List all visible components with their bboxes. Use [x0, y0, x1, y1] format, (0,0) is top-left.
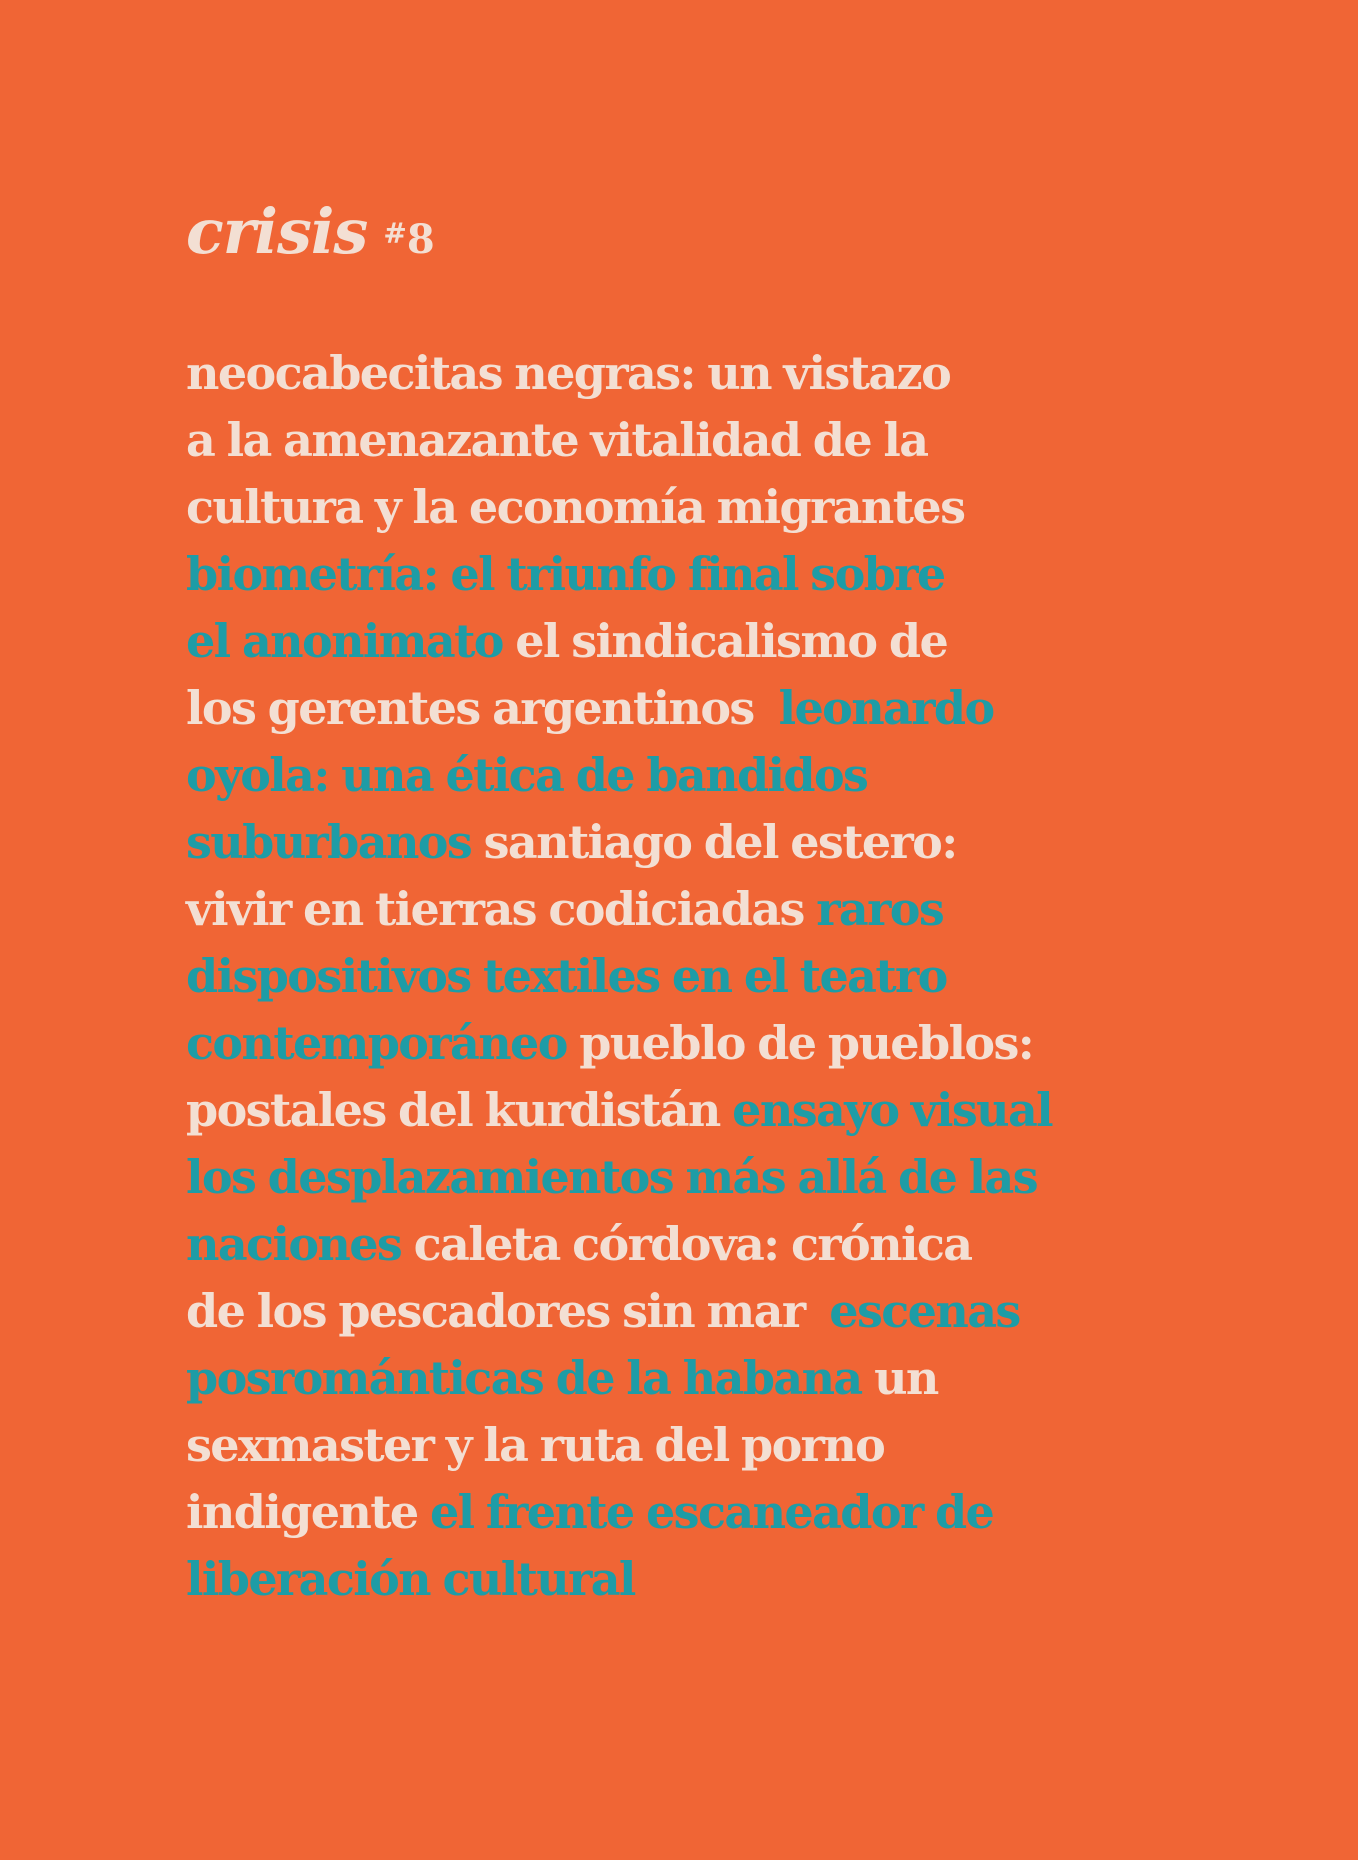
- headline-cream: caleta córdova: crónica: [401, 1217, 972, 1271]
- headline-teal: leonardo: [766, 681, 994, 735]
- headline-teal: naciones: [186, 1217, 402, 1271]
- contents-line: [186, 340, 1186, 407]
- contents-line: [186, 1546, 1186, 1613]
- headline-teal: dispositivos textiles en el teatro: [186, 949, 947, 1003]
- headline-cream: el sindicalismo de: [502, 614, 948, 668]
- headline-teal: ensayo visual: [719, 1083, 1053, 1137]
- contents-line: [186, 1077, 1186, 1144]
- headline-teal: el frente escaneador de: [417, 1485, 994, 1539]
- headline-cream: indigente: [186, 1485, 418, 1539]
- headline-teal: escenas: [816, 1284, 1020, 1338]
- issue-number: [383, 216, 434, 263]
- contents-line: [186, 809, 1186, 876]
- issue-hash: #: [383, 217, 407, 250]
- contents-line: [186, 675, 1186, 742]
- headline-teal: biometría: el triunfo final sobre: [186, 547, 945, 601]
- headline-cream: a la amenazante vitalidad de la: [186, 413, 928, 467]
- headline-teal: el anonimato: [186, 614, 503, 668]
- headline-cream: los gerentes argentinos: [186, 681, 767, 735]
- contents-line: [186, 1345, 1186, 1412]
- contents-line: [186, 1010, 1186, 1077]
- contents-line: [186, 1412, 1186, 1479]
- table-of-contents: [186, 340, 1186, 1613]
- contents-line: [186, 1278, 1186, 1345]
- headline-teal: los desplazamientos más allá de las: [186, 1150, 1038, 1204]
- contents-line: [186, 608, 1186, 675]
- magazine-title: crisis: [186, 195, 368, 268]
- headline-teal: posrománticas de la habana: [186, 1351, 862, 1405]
- contents-line: [186, 943, 1186, 1010]
- headline-teal: suburbanos: [186, 815, 472, 869]
- contents-line: [186, 876, 1186, 943]
- headline-cream: vivir en tierras codiciadas: [186, 882, 804, 936]
- contents-line: [186, 541, 1186, 608]
- issue-number-value: 8: [406, 216, 435, 263]
- headline-teal: raros: [803, 882, 944, 936]
- headline-teal: contemporáneo: [186, 1016, 567, 1070]
- headline-cream: un: [861, 1351, 938, 1405]
- headline-cream: de los pescadores sin mar: [186, 1284, 817, 1338]
- contents-line: [186, 474, 1186, 541]
- headline-cream: cultura y la economía migrantes: [186, 480, 965, 534]
- contents-line: [186, 1479, 1186, 1546]
- headline-cream: sexmaster y la ruta del porno: [186, 1418, 885, 1472]
- headline-cream: santiago del estero:: [471, 815, 957, 869]
- contents-line: [186, 1211, 1186, 1278]
- masthead: [186, 195, 435, 285]
- headline-cream: pueblo de pueblos:: [566, 1016, 1034, 1070]
- headline-teal: oyola: una ética de bandidos: [186, 748, 868, 802]
- contents-line: [186, 1144, 1186, 1211]
- headline-teal: liberación cultural: [186, 1552, 635, 1606]
- headline-cream: neocabecitas negras: un vistazo: [186, 346, 951, 400]
- contents-line: [186, 742, 1186, 809]
- headline-cream: postales del kurdistán: [186, 1083, 720, 1137]
- contents-line: [186, 407, 1186, 474]
